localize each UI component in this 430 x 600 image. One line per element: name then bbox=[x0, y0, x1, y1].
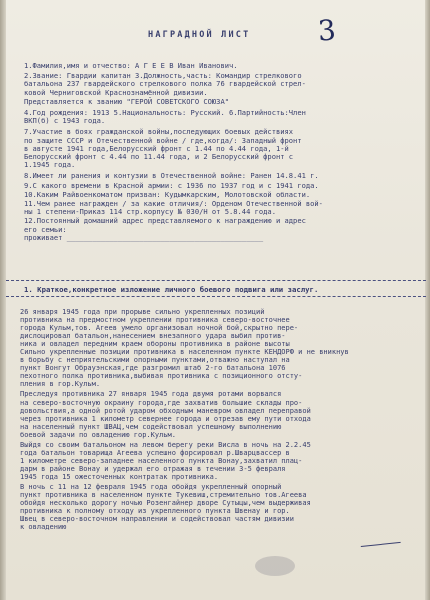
field-line: 2.Звание: Гвардии капитан 3.Должность,часть: Командир стрелкового bbox=[24, 71, 302, 81]
field-line: 10.Каким Райвоенкоматом призван: Кудымкарским, Молотовской области. bbox=[24, 189, 311, 199]
narrative-line: на населенный пункт ШВАЦ,чем содействовал успешному выполнению bbox=[20, 422, 282, 431]
narrative-line: ника и овладел передним краем обороны противника в районе высоты bbox=[20, 340, 290, 349]
handwritten-page-number: 3 bbox=[316, 13, 337, 48]
field-line: по защите СССР и Отечественной войне / где,когда/: Западный фронт bbox=[24, 135, 302, 145]
field-line: ВКП(б) с 1943 года. bbox=[24, 116, 106, 126]
narrative-line: обойдя несколько дорогу ночью Розенгайнер дворе Сутыцы,чем выдерживая bbox=[20, 499, 311, 508]
field-line: в августе 1941 года,Белорусский фронт с 1.44 по 4.44 года, 1-й bbox=[24, 143, 289, 153]
field-line: Представляется к званию "ГЕРОЙ СОВЕТСКОГО СОЮЗА" bbox=[24, 96, 229, 106]
narrative-line: довольствия,а одной ротой ударом обходным маневром овладел переправой bbox=[20, 406, 311, 415]
signature-stroke bbox=[359, 528, 400, 547]
document-title: НАГРАДНОЙ ЛИСТ bbox=[148, 30, 251, 40]
personal-fields bbox=[24, 62, 419, 242]
field-line: батальона 237 гвардейского стрелкового полка 76 гвардейской стрел- bbox=[24, 79, 306, 89]
narrative-line: В ночь с 11 на 12 февраля 1945 года обойдя укрепленный опорный bbox=[20, 482, 282, 491]
narrative-line: Сильно укрепленные позиции противника в населенном пункте КЕНДОРФ и не вникнув bbox=[20, 348, 349, 357]
narrative-line: противника к полному отходу из укрепленного пункта Швенау и гор. bbox=[20, 507, 290, 516]
narrative-line: пления в гор.Кульм. bbox=[20, 380, 101, 389]
narrative-line: пункт противника в населенном пункте Тукевиш,стремительно тов.Агеева bbox=[20, 491, 307, 500]
narrative-line: пункт Вонгут Обрауэнская,где разгромил штаб 2-го батальона 1076 bbox=[20, 364, 286, 373]
narrative-line: в борьбу с неприятельскими опорными пунктами,отважно наступал на bbox=[20, 356, 290, 365]
narrative-line: Преследуя противника 27 января 1945 года двумя ротами ворвался bbox=[20, 390, 282, 399]
field-line: ковой Черниговской Краснознамённой дивизии. bbox=[24, 87, 208, 97]
narrative-line: к овладению bbox=[20, 523, 67, 532]
narrative-line: на северо-восточную окраину города,где захватив большие склады про- bbox=[20, 398, 303, 407]
field-line: 9.С какого времени в Красной армии: с 1936 по 1937 год и с 1941 года. bbox=[24, 180, 319, 190]
field-line: 4.Год рождения: 1913 5.Национальность: Русский. 6.Партийность:Член bbox=[24, 108, 306, 118]
narrative-text bbox=[20, 308, 420, 531]
field-line: проживает ______________________________________________ bbox=[24, 232, 264, 242]
narrative-line: Выйдя со своим батальоном на левом берегу реки Висла в ночь на 2.2.45 bbox=[20, 440, 311, 449]
narrative-line: 1 километре северо-западнее населенного пункта Вонау,захватил плац- bbox=[20, 456, 303, 465]
narrative-line: города Кульм,тов. Агеев умело организовал ночной бой,скрытно пере- bbox=[20, 324, 299, 333]
field-line: 8.Имеет ли ранения и контузии в Отечественной войне: Ранен 14.8.41 г. bbox=[24, 171, 319, 181]
narrative-line: через противника 1 километр севернее города и отрезав ему пути отхода bbox=[20, 414, 311, 423]
narrative-line: противника на предмостном укреплении противника северо-восточнее bbox=[20, 316, 290, 325]
field-line: ны 1 степени-Приказ 114 стр.корпусу № 030/Н от 5.8.44 года. bbox=[24, 207, 276, 217]
narrative-line: года батальон товарища Агеева успешно форсировал р.Шварцвассер в bbox=[20, 448, 290, 457]
field-line: 1.Фамилия,имя и отчество: А Г Е Е В Иван Иванович. bbox=[24, 61, 238, 70]
narrative-line: 26 января 1945 года при прорыве сильно укрепленных позиций bbox=[20, 308, 265, 316]
field-line: 7.Участие в боях гражданской войны,последующих боевых действиях bbox=[24, 127, 294, 137]
narrative-line: Швец в северо-восточном направлении и содействовал частям дивизии bbox=[20, 515, 294, 524]
narrative-line: дислоцировал батальон,нанесением внезапного удара выбил против- bbox=[20, 332, 286, 341]
dashed-divider-2 bbox=[6, 296, 426, 297]
paper-edge-left bbox=[0, 0, 6, 600]
dashed-divider bbox=[6, 280, 426, 281]
field-line: 12.Постоянный домашний адрес представляемого к награждению и адрес bbox=[24, 216, 306, 226]
field-line: 1.1945 года. bbox=[24, 160, 76, 170]
field-line: его семьи: bbox=[24, 224, 67, 234]
narrative-line: боевой задачи по овладению гор.Кульм. bbox=[20, 430, 176, 439]
narrative-line: пехотного полка противника,выбивая противника с позиционного отсту- bbox=[20, 372, 303, 381]
narrative-line: дарм в районе Вонау и удержал его отражая в течении 3-5 февраля bbox=[20, 464, 286, 473]
section-heading: 1. Краткое,конкретное изложение личного боевого подвига или заслуг. bbox=[24, 285, 319, 294]
narrative-line: 1945 года 15 ожесточенных контратак противника. bbox=[20, 472, 219, 481]
ink-blot bbox=[255, 556, 295, 576]
field-line: 11.Чем ранее награжден / за какие отличия/: Орденом Отечественной вой- bbox=[24, 199, 323, 209]
field-line: Белорусский фронт с 4.44 по 11.44 года, и 2 Белорусский фронт с bbox=[24, 152, 294, 162]
paper-edge-right bbox=[425, 0, 430, 600]
